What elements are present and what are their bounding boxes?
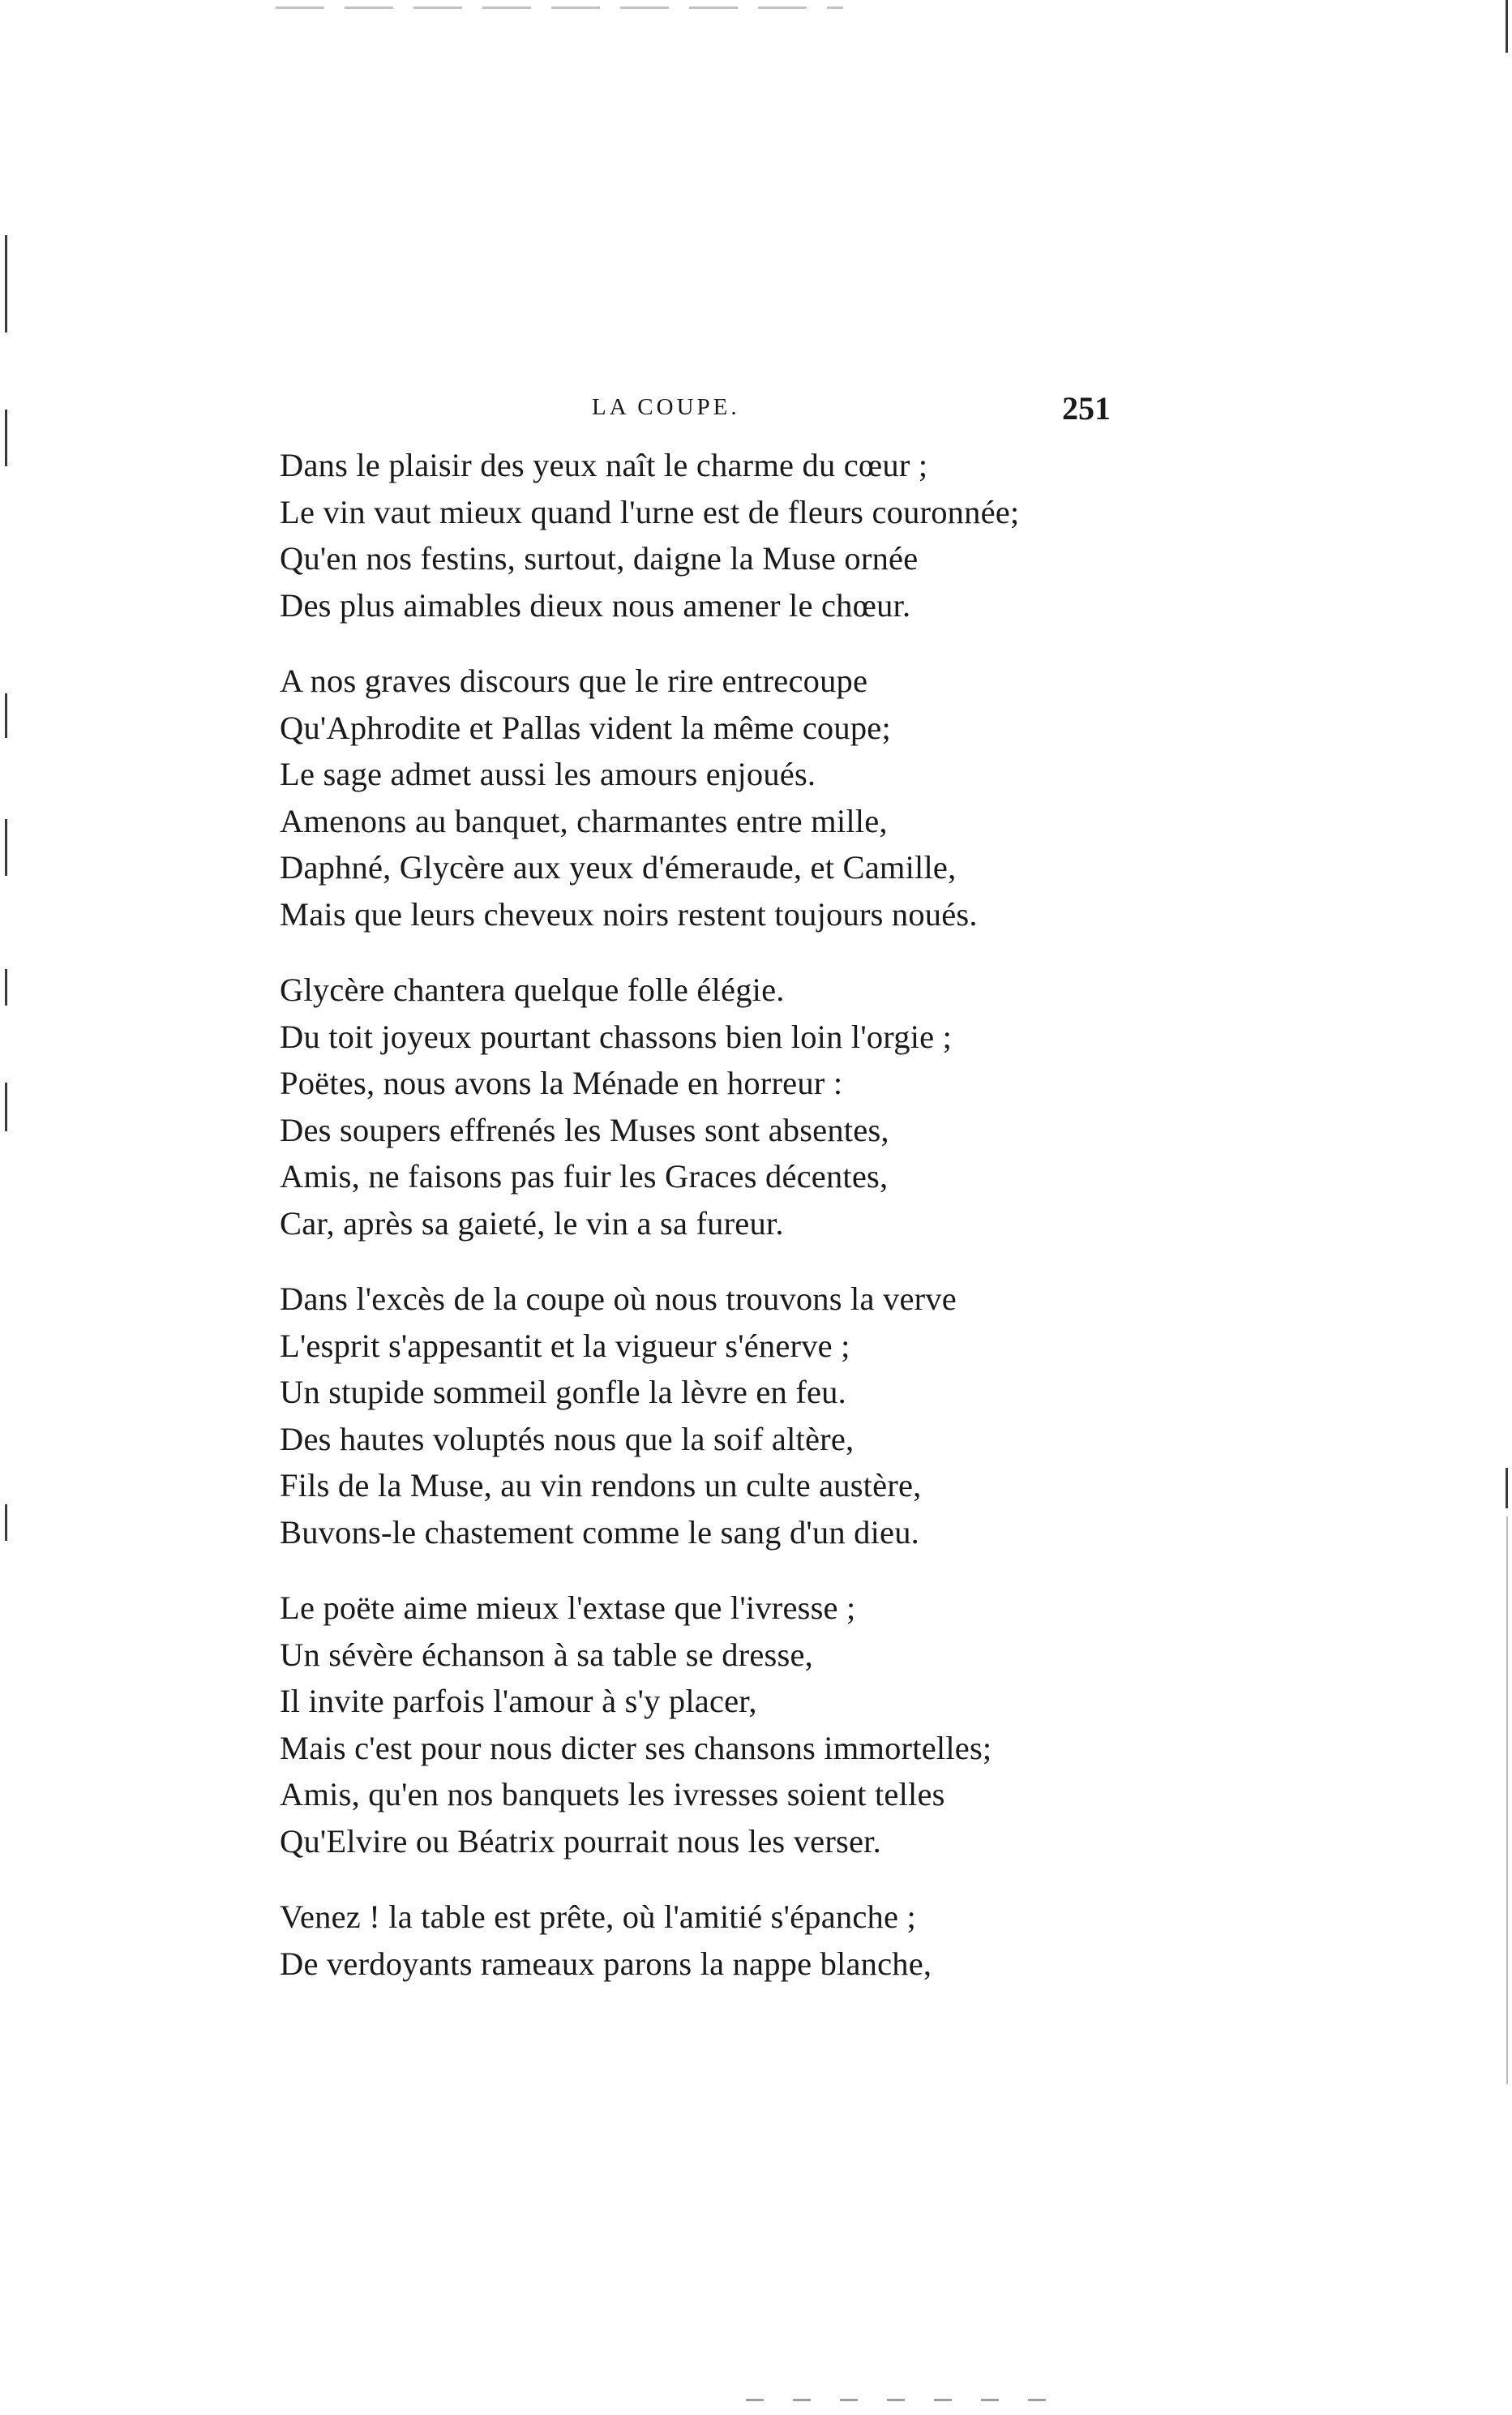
stanza-5 xyxy=(280,1585,1115,1864)
verse-line: Dans le plaisir des yeux naît le charme du cœur ; xyxy=(280,447,928,483)
scan-edge-mark xyxy=(5,235,7,332)
stanza-4 xyxy=(280,1276,1115,1555)
verse-line: Il invite parfois l'amour à s'y placer, xyxy=(280,1683,757,1719)
verse-line: Des plus aimables dieux nous amener le chœur. xyxy=(280,586,911,624)
verse-line: Des soupers effrenés les Muses sont absentes, xyxy=(280,1111,889,1148)
scan-edge-mark xyxy=(5,819,7,876)
stanza-2 xyxy=(280,658,1115,937)
verse-line: Un stupide sommeil gonfle la lèvre en feu. xyxy=(280,1374,846,1410)
scan-edge-mark xyxy=(5,1083,7,1131)
running-title: LA COUPE. xyxy=(592,394,740,420)
verse-line: Amenons au banquet, charmantes entre mille, xyxy=(280,802,888,839)
verse-line: Le sage admet aussi les amours enjoués. xyxy=(280,756,816,792)
verse-line: Qu'en nos festins, surtout, daigne la Muse ornée xyxy=(280,540,919,577)
verse-line: Mais que leurs cheveux noirs restent toujours noués. xyxy=(280,895,978,933)
scan-top-artifact xyxy=(276,6,843,9)
scan-edge-mark xyxy=(1506,0,1508,53)
scan-edge-mark xyxy=(1506,1468,1508,1508)
verse-line: Amis, ne faisons pas fuir les Graces décentes, xyxy=(280,1158,889,1195)
verse-line: Du toit joyeux pourtant chassons bien loin l'orgie ; xyxy=(280,1018,953,1055)
verse-line: Daphné, Glycère aux yeux d'émeraude, et Camille, xyxy=(280,849,957,886)
verse-line: Amis, qu'en nos banquets les ivresses soient telles xyxy=(280,1776,945,1812)
verse-line: Fils de la Muse, au vin rendons un culte austère, xyxy=(280,1467,922,1503)
scan-bottom-artifact xyxy=(746,2399,1054,2401)
scan-edge-mark xyxy=(5,693,7,738)
verse-line: Dans l'excès de la coupe où nous trouvons la verve xyxy=(280,1280,957,1317)
scan-edge-mark xyxy=(1506,1516,1508,2084)
verse-line: Buvons-le chastement comme le sang d'un dieu. xyxy=(280,1513,919,1551)
verse-line: De verdoyants rameaux parons la nappe blanche, xyxy=(280,1945,932,1982)
verse-line: Un sévère échanson à sa table se dresse, xyxy=(280,1636,813,1673)
verse-line: Le poëte aime mieux l'extase que l'ivresse ; xyxy=(280,1589,856,1626)
verse-line: Glycère chantera quelque folle élégie. xyxy=(280,972,785,1008)
scan-edge-mark xyxy=(5,410,7,466)
verse-line: Venez ! la table est prête, où l'amitié s'épanche ; xyxy=(280,1898,916,1935)
stanza-6 xyxy=(280,1894,1115,1987)
scan-edge-mark xyxy=(5,969,7,1006)
verse-line: Qu'Elvire ou Béatrix pourrait nous les verser. xyxy=(280,1822,881,1860)
verse-line: A nos graves discours que le rire entrecoupe xyxy=(280,663,868,699)
verse-line: L'esprit s'appesantit et la vigueur s'énerve ; xyxy=(280,1327,850,1364)
verse-line: Des hautes voluptés nous que la soif altère, xyxy=(280,1420,855,1457)
verse-line: Car, après sa gaieté, le vin a sa fureur. xyxy=(280,1204,784,1242)
verse-line: Mais c'est pour nous dicter ses chansons immortelles; xyxy=(280,1729,992,1766)
stanza-3 xyxy=(280,967,1115,1246)
poem xyxy=(280,442,1115,2016)
stanza-1 xyxy=(280,442,1115,628)
scan-edge-mark xyxy=(5,1504,7,1541)
verse-line: Qu'Aphrodite et Pallas vident la même coupe; xyxy=(280,709,891,746)
running-head xyxy=(280,389,1111,438)
page-number: 251 xyxy=(1062,390,1111,427)
verse-line: Le vin vaut mieux quand l'urne est de fleurs couronnée; xyxy=(280,493,1020,530)
verse-line: Poëtes, nous avons la Ménade en horreur : xyxy=(280,1065,843,1101)
